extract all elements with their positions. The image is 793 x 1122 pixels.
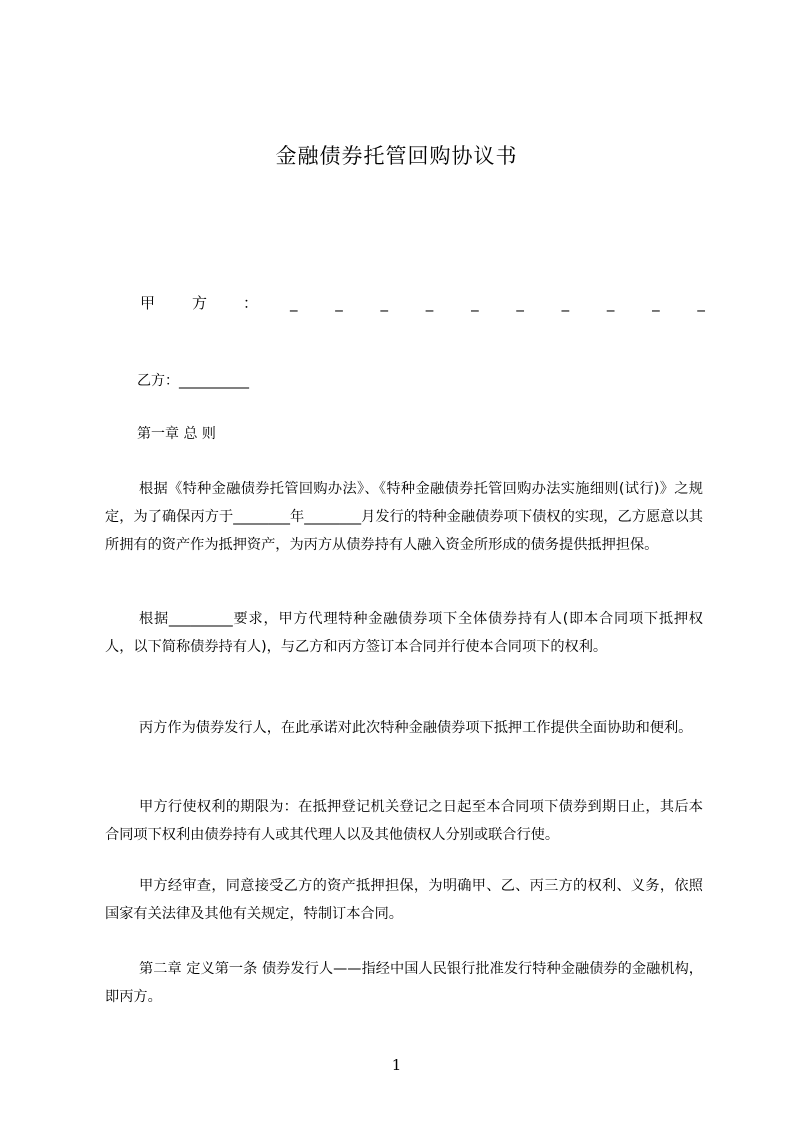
blank-dash: _ [652,294,660,312]
blank-dash: _ [290,294,298,312]
paragraph-acceptance: 甲方经审查，同意接受乙方的资产抵押担保，为明确甲、乙、丙三方的权利、义务，依照国家有关法律及其他有关规定，特制订本合同。 [105,878,703,922]
party-a-label-1: 甲 [140,294,156,312]
blank-dash: _ [606,294,615,312]
party-a-colon: ： [243,294,259,312]
blank-dash: _ [471,294,479,312]
paragraph-agency: 根据_________要求，甲方代理特种金融债券项下全体债券持有人(即本合同项下抵押权人，以下简称债券持有人)，与乙方和丙方签订本合同并行使本合同项下的权利。 [105,611,703,655]
blank-dash: _ [516,294,524,312]
paragraph-rights-term: 甲方行使权利的期限为：在抵押登记机关登记之日起至本合同项下债券到期日止，其后本合同项下权利由债券持有人或其代理人以及其他债权人分别或联合行使。 [105,799,703,843]
page-number: 1 [391,1056,402,1074]
party-a-label-2: 方 [192,294,208,312]
blank-dash: _ [335,294,343,312]
paragraph-chapter-2-definition: 第二章 定义第一条 债券发行人——指经中国人民银行批准发行特种金融债券的金融机构，即丙方。 [105,961,703,1005]
chapter-1-heading: 第一章 总 则 [137,426,216,442]
blank-dash: _ [561,294,570,312]
blank-dash: _ [697,294,705,312]
blank-dash: _ [425,294,434,312]
party-a-line [140,289,705,317]
party-b-line: 乙方：__________ [137,373,249,389]
party-a-blank [290,289,705,317]
paragraph-issuer-commitment: 丙方作为债券发行人，在此承诺对此次特种金融债券项下抵押工作提供全面协助和便利。 [139,720,693,736]
blank-dash: _ [380,294,389,312]
document-title: 金融债券托管回购协议书 [275,144,518,168]
paragraph-basis: 根据《特种金融债券托管回购办法》、《特种金融债券托管回购办法实施细则(试行)》之规定，为了确保丙方于________年________月发行的特种金融债券项下债权的实现，乙方愿意以其所拥有的资产作为抵押资产，为丙方从债券持有人融入资金所形成的债务提供抵押担保。 [105,481,703,553]
